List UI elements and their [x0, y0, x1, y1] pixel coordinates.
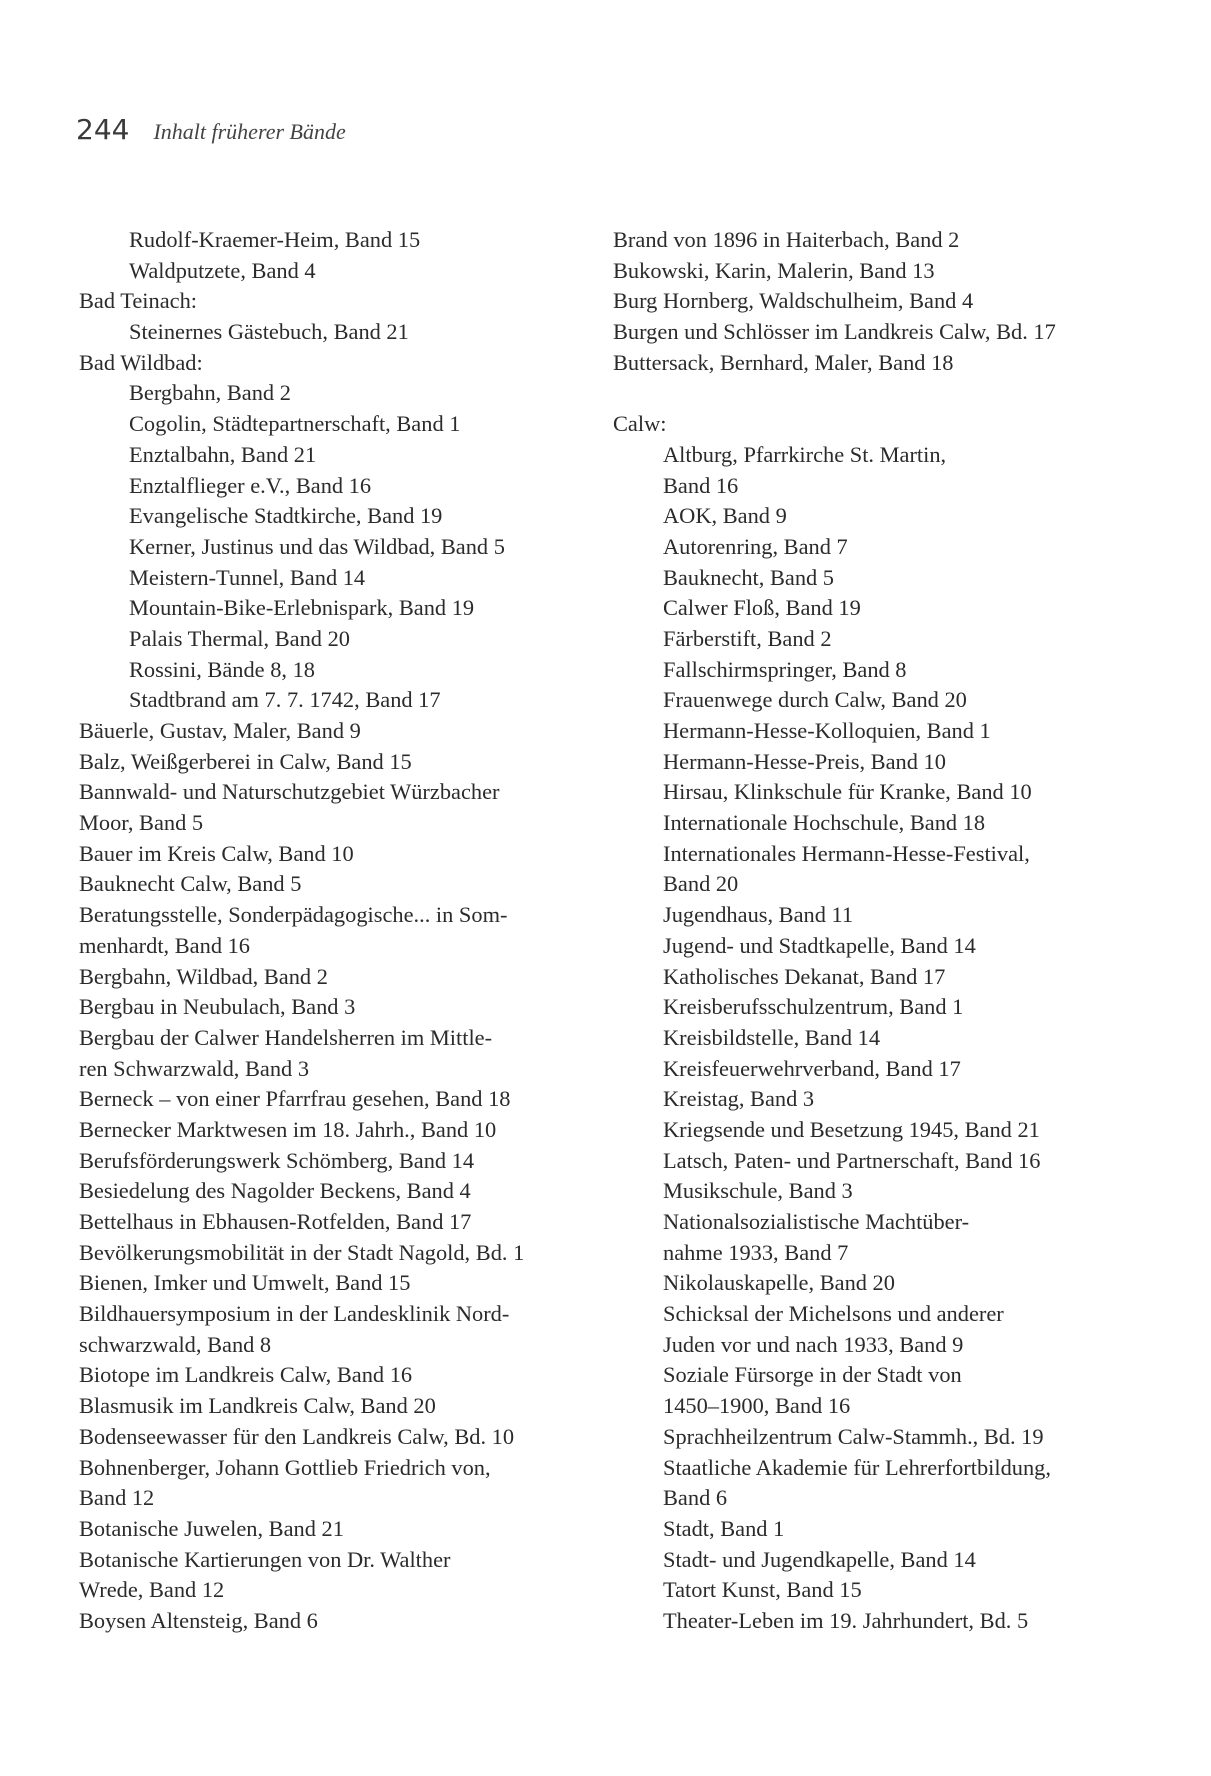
index-subentry: Nikolauskapelle, Band 20	[663, 1270, 895, 1296]
index-subentry: Tatort Kunst, Band 15	[663, 1577, 862, 1603]
index-subentry: Bergbahn, Band 2	[129, 380, 291, 406]
index-entry: Bauknecht Calw, Band 5	[79, 871, 302, 897]
index-entry: Bienen, Imker und Umwelt, Band 15	[79, 1270, 411, 1296]
index-subentry: Rossini, Bände 8, 18	[129, 656, 315, 682]
index-subentry: Theater-Leben im 19. Jahrhundert, Bd. 5	[663, 1607, 1029, 1633]
index-subentry: Stadt- und Jugendkapelle, Band 14	[663, 1546, 976, 1572]
index-subentry: Jugend- und Stadtkapelle, Band 14	[663, 932, 976, 958]
index-entry: Band 12	[79, 1485, 155, 1511]
running-title: Inhalt früherer Bände	[153, 119, 346, 144]
page-number: 244	[76, 113, 130, 146]
index-subentry: Hermann-Hesse-Preis, Band 10	[663, 748, 946, 774]
index-subentry: AOK, Band 9	[663, 503, 787, 529]
index-column-right	[613, 225, 1133, 1637]
index-subentry: Palais Thermal, Band 20	[129, 625, 350, 651]
index-subentry: Altburg, Pfarrkirche St. Martin,	[663, 441, 947, 467]
index-subentry: Bauknecht, Band 5	[663, 564, 835, 590]
index-subentry: Evangelische Stadtkirche, Band 19	[129, 503, 443, 529]
index-subentry: Stadt, Band 1	[663, 1515, 785, 1541]
index-entry: ren Schwarzwald, Band 3	[79, 1055, 310, 1081]
index-entry: Burg Hornberg, Waldschulheim, Band 4	[613, 288, 974, 314]
index-entry: Calw:	[613, 411, 667, 437]
index-entry: Bettelhaus in Ebhausen-Rotfelden, Band 17	[79, 1209, 472, 1234]
index-entry: Blasmusik im Landkreis Calw, Band 20	[79, 1393, 436, 1419]
index-entry: Beratungsstelle, Sonderpädagogische... in Som-	[79, 902, 508, 928]
index-entry: Bergbau in Neubulach, Band 3	[79, 994, 356, 1020]
index-entry: Bodenseewasser für den Landkreis Calw, Bd. 10	[79, 1423, 515, 1449]
index-subentry: Kreistag, Band 3	[663, 1086, 815, 1112]
index-subentry: nahme 1933, Band 7	[663, 1239, 849, 1265]
index-entry: Buttersack, Bernhard, Maler, Band 18	[613, 349, 954, 375]
index-entry: Botanische Kartierungen von Dr. Walther	[79, 1546, 451, 1572]
index-entry: Besiedelung des Nagolder Beckens, Band 4	[79, 1178, 471, 1204]
index-subentry: Cogolin, Städtepartnerschaft, Band 1	[129, 411, 461, 437]
index-subentry: Waldputzete, Band 4	[129, 257, 316, 283]
index-subentry: Calwer Floß, Band 19	[663, 595, 861, 621]
index-subentry: Soziale Fürsorge in der Stadt von	[663, 1362, 962, 1388]
index-entry: Bevölkerungsmobilität in der Stadt Nagold, Bd. 1	[79, 1239, 525, 1265]
index-subentry: Nationalsozialistische Machtüber-	[663, 1209, 970, 1234]
index-entry: menhardt, Band 16	[79, 932, 251, 958]
index-subentry: Band 6	[663, 1485, 728, 1511]
index-entry: Bildhauersymposium in der Landesklinik Nord-	[79, 1301, 510, 1327]
index-subentry: Staatliche Akademie für Lehrerfortbildung,	[663, 1454, 1051, 1480]
index-subentry: Band 20	[663, 871, 739, 897]
index-subentry: Steinernes Gästebuch, Band 21	[129, 319, 409, 345]
index-entry: Boysen Altensteig, Band 6	[79, 1607, 318, 1633]
index-subentry: Kriegsende und Besetzung 1945, Band 21	[663, 1116, 1040, 1142]
index-entry: Berneck – von einer Pfarrfrau gesehen, Band 18	[79, 1086, 511, 1112]
index-entry: Bad Wildbad:	[79, 349, 203, 375]
index-entry: Bäuerle, Gustav, Maler, Band 9	[79, 718, 361, 743]
index-entry: Berufsförderungswerk Schömberg, Band 14	[79, 1147, 475, 1173]
index-entry: Bad Teinach:	[79, 288, 198, 314]
index-subentry: Hermann-Hesse-Kolloquien, Band 1	[663, 718, 991, 743]
index-entry: Botanische Juwelen, Band 21	[79, 1515, 344, 1541]
index-subentry: Rudolf-Kraemer-Heim, Band 15	[129, 227, 421, 252]
index-subentry: Jugendhaus, Band 11	[663, 902, 854, 928]
index-subentry: Kreisfeuerwehrverband, Band 17	[663, 1055, 961, 1081]
index-subentry: Stadtbrand am 7. 7. 1742, Band 17	[129, 687, 441, 713]
index-entry: Bukowski, Karin, Malerin, Band 13	[613, 257, 935, 283]
index-entry: Bauer im Kreis Calw, Band 10	[79, 840, 354, 866]
index-subentry: 1450–1900, Band 16	[663, 1393, 851, 1419]
index-entry: schwarzwald, Band 8	[79, 1331, 272, 1357]
index-subentry: Enztalbahn, Band 21	[129, 441, 317, 467]
index-subentry: Kreisberufsschulzentrum, Band 1	[663, 994, 964, 1020]
index-entry: Bergbahn, Wildbad, Band 2	[79, 963, 328, 989]
index-column-left	[79, 225, 599, 1637]
index-subentry: Schicksal der Michelsons und anderer	[663, 1301, 1004, 1327]
index-subentry: Musikschule, Band 3	[663, 1178, 853, 1204]
index-entry: Biotope im Landkreis Calw, Band 16	[79, 1362, 413, 1388]
index-subentry: Färberstift, Band 2	[663, 625, 832, 651]
index-entry: Bernecker Marktwesen im 18. Jahrh., Band 10	[79, 1116, 497, 1142]
section-gap	[613, 378, 1133, 409]
index-subentry: Autorenring, Band 7	[663, 533, 848, 559]
page-header	[76, 113, 346, 146]
index-subentry: Meistern-Tunnel, Band 14	[129, 564, 366, 590]
index-subentry: Hirsau, Klinkschule für Kranke, Band 10	[663, 779, 1032, 805]
index-subentry: Enztalflieger e.V., Band 16	[129, 472, 372, 498]
index-subentry: Band 16	[663, 472, 739, 498]
index-entry: Wrede, Band 12	[79, 1577, 225, 1603]
index-subentry: Internationale Hochschule, Band 18	[663, 810, 986, 836]
index-entry: Bohnenberger, Johann Gottlieb Friedrich von,	[79, 1454, 491, 1480]
index-subentry: Kerner, Justinus und das Wildbad, Band 5	[129, 533, 505, 559]
index-entry: Balz, Weißgerberei in Calw, Band 15	[79, 748, 412, 774]
index-subentry: Fallschirmspringer, Band 8	[663, 656, 907, 682]
index-entry: Burgen und Schlösser im Landkreis Calw, Bd. 17	[613, 319, 1056, 345]
index-entry: Moor, Band 5	[79, 810, 204, 836]
index-subentry: Latsch, Paten- und Partnerschaft, Band 16	[663, 1147, 1041, 1173]
index-entry: Brand von 1896 in Haiterbach, Band 2	[613, 227, 960, 252]
index-subentry: Sprachheilzentrum Calw-Stammh., Bd. 19	[663, 1423, 1044, 1449]
index-entry: Bannwald- und Naturschutzgebiet Würzbacher	[79, 779, 500, 805]
index-subentry: Juden vor und nach 1933, Band 9	[663, 1331, 964, 1357]
index-entry: Bergbau der Calwer Handelsherren im Mittle-	[79, 1024, 493, 1050]
index-subentry: Katholisches Dekanat, Band 17	[663, 963, 946, 989]
index-subentry: Kreisbildstelle, Band 14	[663, 1024, 881, 1050]
index-subentry: Mountain-Bike-Erlebnispark, Band 19	[129, 595, 475, 621]
index-subentry: Frauenwege durch Calw, Band 20	[663, 687, 967, 713]
index-subentry: Internationales Hermann-Hesse-Festival,	[663, 840, 1030, 866]
